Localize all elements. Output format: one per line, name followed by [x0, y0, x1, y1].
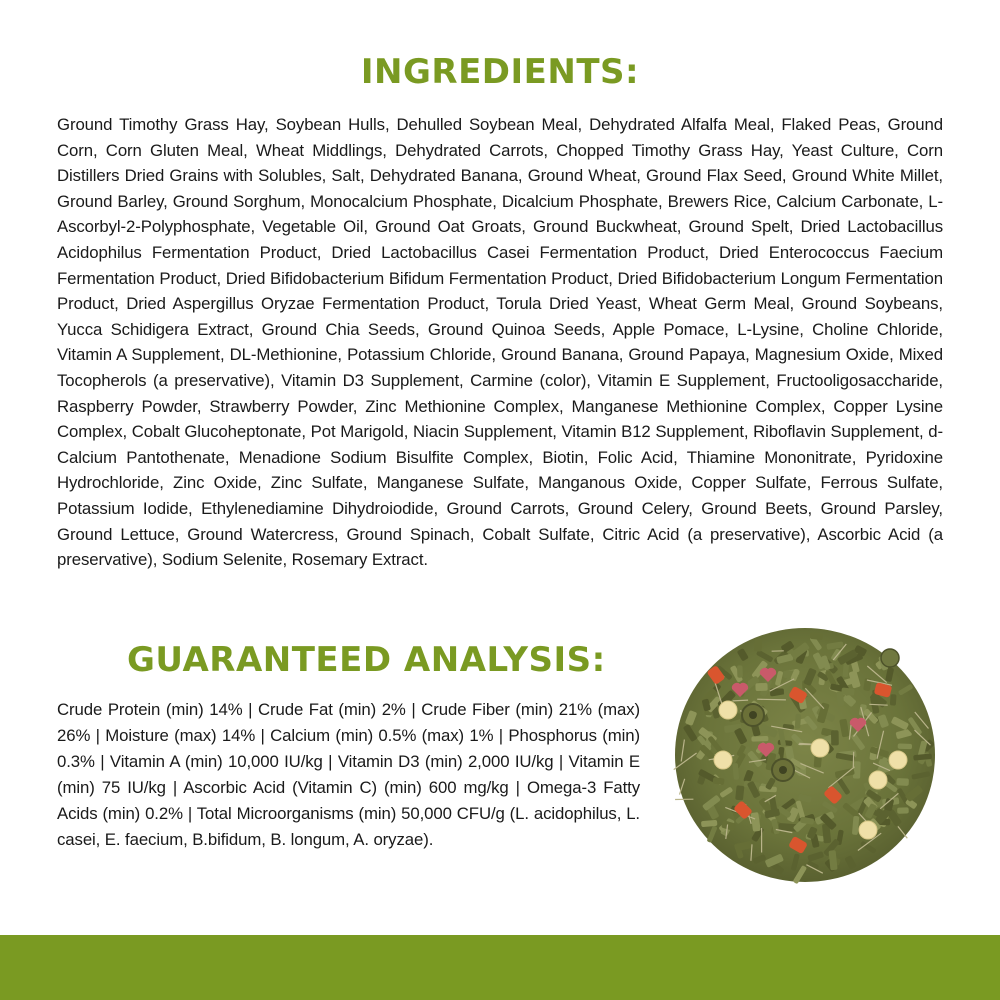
pellet	[890, 694, 897, 706]
pellet	[755, 683, 767, 691]
pellet	[896, 778, 909, 786]
ingredients-text: Ground Timothy Grass Hay, Soybean Hulls, Dehulled Soybean Meal, Dehydrated Alfalfa Meal, Flaked Peas, Ground Corn, Corn Gluten Meal, Wheat Middlings, Dehydrated Carrots, Chopped Timothy Grass Hay, Yeast Culture, Corn Distillers Dried Grains with Solubles, Salt, Dehydrated Banana, Ground Wheat, Ground Flax Seed, Ground White Millet, Ground Barley, Ground Sorghum, Monocalcium Phosphate, Dicalcium Phosphate, Brewers Rice, Calcium Carbonate, L-Ascorbyl-2-Polyphosphate, Vegetable Oil, Ground Oat Groats, Ground Buckwheat, Ground Spelt, Dried Lactobacillus Acidophilus Fermentation Product, Dried Lactobacillus Casei Fermentation Product, Dried Enterococcus Faecium Fermentation Product, Dried Bifidobacterium Bifidum Fermentation Product, Dried Bifidobacterium Longum Fermentation Product, Dried Aspergillus Oryzae Fermentation Product, Torula Dried Yeast, Wheat Germ Meal, Ground Soybeans, Yucca Schidigera Extract, Ground Chia Seeds, Ground Quinoa Seeds, Apple Pomace, L-Lysine, Choline Chloride, Vitamin A Supplement, DL-Methionine, Potassium Chloride, Ground Banana, Ground Papaya, Magnesium Oxide, Mixed Tocopherols (a preservative), Vitamin D3 Supplement, Carmine (color), Vitamin E Supplement, Fructooligosaccharide, Raspberry Powder, Strawberry Powder, Zinc Methionine Complex, Manganese Methionine Complex, Copper Lysine Complex, Cobalt Glucoheptonate, Pot Marigold, Niacin Supplement, Vitamin B12 Supplement, Riboflavin Supplement, d-Calcium Pantothenate, Menadione Sodium Bisulfite Complex, Biotin, Folic Acid, Thiamine Mononitrate, Pyridoxine Hydrochloride, Zinc Oxide, Zinc Sulfate, Manganese Sulfate, Manganous Oxide, Copper Sulfate, Ferrous Sulfate, Potassium Iodide, Ethylenediamine Dihydroiodide, Ground Carrots, Ground Celery, Ground Beets, Ground Parsley, Ground Lettuce, Ground Watercress, Ground Spinach, Cobalt Sulfate, Citric Acid (a preservative), Ascorbic Acid (a preservative), Sodium Selenite, Rosemary Extract.	[57, 115, 943, 570]
banana-flower-piece	[869, 771, 887, 789]
banana-flower-piece	[714, 751, 732, 769]
pellet	[810, 632, 823, 640]
pellet	[751, 736, 768, 742]
guaranteed-analysis-heading: GUARANTEED ANALYSIS:	[127, 640, 606, 680]
footer-band	[0, 935, 1000, 1000]
pellet	[737, 665, 743, 677]
ring-pellet-hole	[779, 766, 787, 774]
guaranteed-analysis-text: Crude Protein (min) 14% | Crude Fat (min) 2% | Crude Fiber (min) 21% (max) 26% | Moisture (max) 14% | Calcium (min) 0.5% (max) 1% | Phosphorus (min) 0.3% | Vitamin A (min) 10,000 IU/kg | Vitamin D3 (min) 2,000 IU/kg | Vitamin E (min) 75 IU/kg | Ascorbic Acid (Vitamin C) (min) 600 mg/kg | Omega-3 Fatty Acids (min) 0.2% | Total Microorganisms (min) 50,000 CFU/g (L. acidophilus, L. casei, E. faecium, B.bifidum, B. longum, A. oryzae).	[57, 700, 640, 849]
hay-strand	[733, 700, 749, 701]
pellet	[841, 687, 855, 695]
hay-strand	[757, 699, 786, 700]
banana-flower-piece	[889, 751, 907, 769]
ingredients-heading: INGREDIENTS:	[360, 52, 640, 92]
pellet	[754, 639, 762, 652]
pellet	[795, 714, 801, 729]
food-pellet-pile-image	[668, 620, 943, 890]
pellet	[735, 785, 744, 800]
pellet	[831, 730, 839, 745]
ring-pellet	[881, 649, 899, 667]
pellet	[853, 761, 861, 779]
ring-pellet-hole	[749, 711, 757, 719]
banana-flower-piece	[719, 701, 737, 719]
banana-flower-piece	[811, 739, 829, 757]
pellet	[898, 743, 912, 749]
banana-flower-piece	[859, 821, 877, 839]
pellet	[897, 807, 909, 813]
